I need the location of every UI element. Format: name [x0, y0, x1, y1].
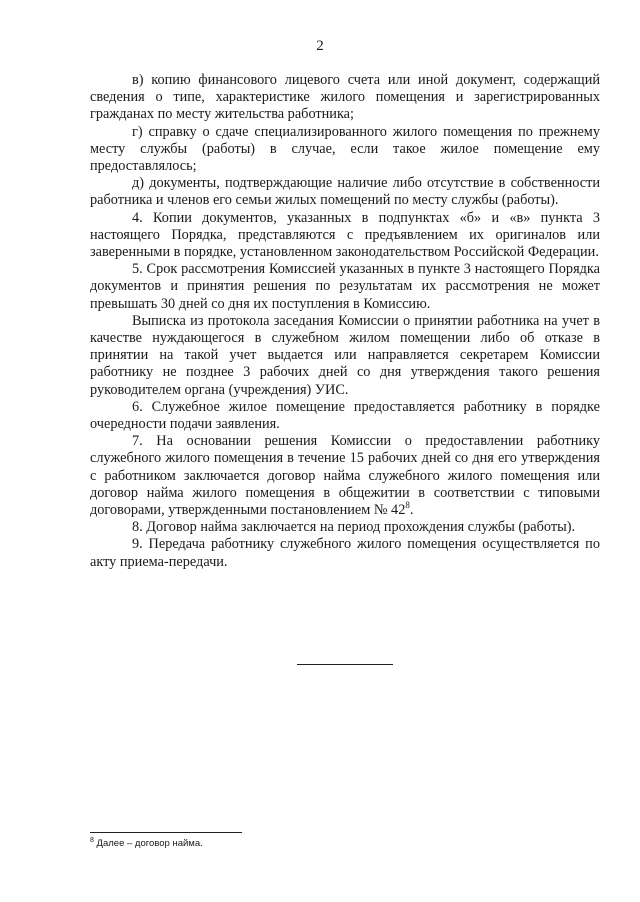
footnote-marker: 8 — [90, 836, 94, 844]
footnote-separator-line — [90, 832, 242, 833]
footnote-text: Далее – договор найма. — [93, 838, 203, 849]
page-number: 2 — [316, 38, 324, 54]
footnote — [90, 838, 600, 849]
paragraph-3d: д) документы, подтверждающие наличие либо отсутствие в собственности работника и членов его семьи жилых помещений по месту службы (работы). — [90, 175, 600, 209]
paragraph-8: 8. Договор найма заключается на период прохождения службы (работы). — [132, 519, 576, 536]
paragraph-3g: г) справку о сдаче специализированного жилого помещения по прежнему месту службы (работы) в случае, если такое жилое помещение ему предоставлялось; — [90, 123, 600, 175]
end-separator-line — [297, 664, 393, 665]
paragraph-6: 6. Служебное жилое помещение предоставляется работнику в порядке очередности подачи заявления. — [90, 398, 600, 433]
paragraph-5-extract: Выписка из протокола заседания Комиссии о принятии работника на учет в качестве нуждающегося в служебном жилом помещении либо об отказе в принятии на такой учет выдается или направляется секретарем Комиссии работнику не позднее 3 рабочих дней со дня утверждения такого решения руководителем органа (учреждения) УИС. — [90, 312, 600, 398]
paragraph-9: 9. Передача работнику служебного жилого помещения осуществляется по акту приема-передачи. — [90, 536, 600, 570]
paragraph-7-tail: . — [409, 502, 414, 519]
paragraph-5: 5. Срок рассмотрения Комиссией указанных в пункте 3 настоящего Порядка документов и принятия решения по результатам их рассмотрения не может превышать 30 дней со дня их поступления в Комиссию. — [90, 261, 600, 312]
document-body — [90, 72, 600, 571]
paragraph-4: 4. Копии документов, указанных в подпунктах «б» и «в» пункта 3 настоящего Порядка, представляются с предъявлением их оригиналов или заверенными в порядке, установленном законодательством Российской Федерации. — [90, 209, 600, 261]
paragraph-7 — [90, 433, 600, 519]
paragraph-7-text: 7. На основании решения Комиссии о предоставлении работнику служебного жилого помещения в течение 15 рабочих дней со дня его утверждения с работником заключается договор найма служебного жилого помещения или договор найма жилого помещения в общежитии в соответствии с типовыми договорами, утвержденными постановлением № 42 — [90, 433, 600, 519]
footnote-reference: 8 — [405, 500, 410, 511]
paragraph-3v: в) копию финансового лицевого счета или иной документ, содержащий сведения о типе, характеристике жилого помещения и зарегистрированных гражданах по месту жительства работника; — [90, 72, 600, 123]
